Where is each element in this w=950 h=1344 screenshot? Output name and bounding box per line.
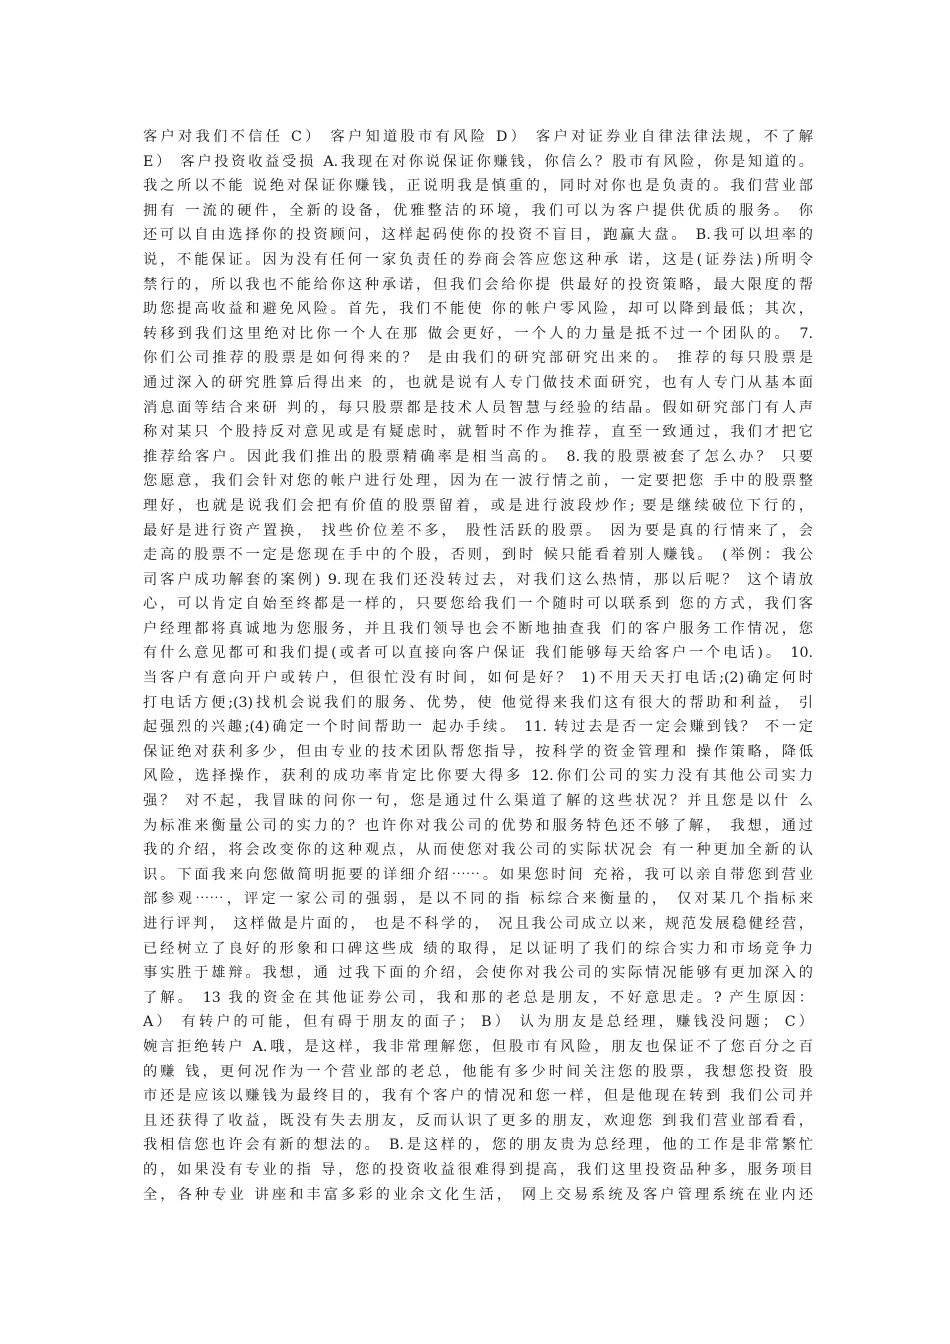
text-line: 最好是进行资产置换， 找些价位差不多， 股性活跃的股票。 因为要是真的行情来了，会 bbox=[143, 522, 813, 539]
text-line: 助您提高收益和避免风险。首先，我们不能使 你的帐户零风险，却可以降到最低；其次， bbox=[143, 301, 813, 318]
text-line: 了解。 13 我的资金在其他证券公司，我和那的老总是朋友，不好意思走。? 产生原因： bbox=[143, 989, 813, 1006]
text-line: 全，各种专业 讲座和丰富多彩的业余文化生活， 网上交易系统及客户管理系统在业内还 bbox=[143, 1186, 813, 1203]
text-line: 已经树立了良好的形象和口碑这些成 绩的取得，足以证明了我们的综合实力和市场竞争力 bbox=[143, 940, 813, 957]
text-line: 拥有 一流的硬件，全新的设备，优雅整洁的环境，我们可以为客户提供优质的服务。 你 bbox=[143, 202, 813, 219]
text-line: 当客户有意向开户或转户，但很忙没有时间，如何是好？ 1)不用天天打电话;(2)确定何时 bbox=[143, 670, 813, 687]
text-line: 事实胜于雄辩。我想，通 过我下面的介绍，会使你对我公司的实际情况能够有更加深入的 bbox=[143, 965, 813, 982]
text-line: 转移到我们这里绝对比你一个人在那 做会更好，一个人的力量是抵不过一个团队的。 7. bbox=[143, 325, 813, 342]
text-line: 我之所以不能 说绝对保证你赚钱，正说明我是慎重的，同时对你也是负责的。我们营业部 bbox=[143, 178, 813, 195]
text-line: 强？ 对不起，我冒昧的问你一句，您是通过什么渠道了解的这些状况？并且您是以什 么 bbox=[143, 793, 813, 810]
text-line: E） 客户投资收益受损 A.我现在对你说保证你赚钱，你信么？股市有风险，你是知道的。 bbox=[143, 153, 813, 170]
text-line: 走高的股票不一定是您现在手中的个股，否则，到时 候只能看着别人赚钱。 (举例：我公 bbox=[143, 547, 813, 564]
text-line: 起强烈的兴趣;(4)确定一个时间帮助一 起办手续。 11. 转过去是否一定会赚到钱？ 不一定 bbox=[143, 719, 813, 736]
text-line: 理好，也就是说我们会把有价值的股票留着，或是进行波段炒作; 要是继续破位下行的， bbox=[143, 497, 813, 514]
text-line: 禁行的，所以我也不能给你这种承诺，但我们会给你提 供最好的投资策略，最大限度的帮 bbox=[143, 276, 813, 293]
text-line: 保证绝对获利多少，但由专业的技术团队帮您指导，按科学的资金管理和 操作策略，降低 bbox=[143, 743, 813, 760]
text-line: 我相信您也许会有新的想法的。 B.是这样的，您的朋友贵为总经理，他的工作是非常繁忙 bbox=[143, 1137, 813, 1154]
text-line: 识。下面我来向您做简明扼要的详细介绍⋯⋯。如果您时间 充裕，我可以亲自带您到营业 bbox=[143, 866, 813, 883]
text-line: 说，不能保证。因为没有任何一家负责任的券商会答应您这种承 诺，这是(证券法)所明令 bbox=[143, 251, 813, 268]
text-line: 婉言拒绝转户 A.哦，是这样，我非常理解您，但股市有风险，朋友也保证不了您百分之百 bbox=[143, 1038, 813, 1055]
text-line: 客户对我们不信任 C） 客户知道股市有风险 D） 客户对证券业自律法律法规，不了解 bbox=[143, 129, 813, 145]
text-line: 打电话方便;(3)找机会说我们的服务、优势，使 他觉得来我们这有很大的帮助和利益， 引 bbox=[143, 694, 813, 711]
body-text bbox=[143, 125, 813, 1207]
text-line: 市还是应该以赚钱为最终目的，我有个客户的情况和您一样，但是他现在转到 我们公司并 bbox=[143, 1088, 813, 1105]
text-line: 且还获得了收益，既没有失去朋友，反而认识了更多的朋友，欢迎您 到我们营业部看看， bbox=[143, 1112, 813, 1129]
text-line: 还可以自由选择你的投资顾问，这样起码使你的投资不盲目，跑赢大盘。 B.我可以坦率的 bbox=[143, 227, 813, 244]
text-line: 司客户成功解套的案例) 9.现在我们还没转过去，对我们这么热情，那以后呢？ 这个请放 bbox=[143, 571, 813, 588]
text-line: 推荐给客户。因此我们推出的股票精确率是相当高的。 8.我的股票被套了怎么办？ 只要 bbox=[143, 448, 813, 465]
text-line: 您愿意，我们会针对您的帐户进行处理，因为在一波行情之前，一定要把您 手中的股票整 bbox=[143, 473, 813, 490]
text-line: 的赚 钱，更何况作为一个营业部的老总，他能有多少时间关注您的股票，我想您投资 股 bbox=[143, 1063, 813, 1080]
text-line: 通过深入的研究胜算后得出来 的，也就是说有人专门做技术面研究，也有人专门从基本面 bbox=[143, 374, 813, 391]
text-line: 部参观⋯⋯，评定一家公司的强弱，是以不同的指 标综合来衡量的， 仅对某几个指标来 bbox=[143, 891, 813, 908]
text-line: 心，可以肯定自始至终都是一样的，只要您给我们一个随时可以联系到 您的方式，我们客 bbox=[143, 596, 813, 613]
text-line: A） 有转户的可能，但有碍于朋友的面子； B） 认为朋友是总经理，赚钱没问题； C） bbox=[143, 1014, 813, 1031]
text-line: 户经理都将真诚地为您服务，并且我们领导也会不断地抽查我 们的客户服务工作情况，您 bbox=[143, 620, 813, 637]
text-line: 的，如果没有专业的指 导，您的投资收益很难得到提高，我们这里投资品种多，服务项目 bbox=[143, 1161, 813, 1178]
text-line: 风险，选择操作，获利的成功率肯定比你要大得多 12.你们公司的实力没有其他公司实力 bbox=[143, 768, 813, 785]
text-line: 有什么意见都可和我们提(或者可以直接向客户保证 我们能够每天给客户一个电话)。 10. bbox=[143, 645, 813, 662]
text-line: 你们公司推荐的股票是如何得来的？ 是由我们的研究部研究出来的。 推荐的每只股票是 bbox=[143, 350, 813, 367]
text-line: 我的介绍，将会改变你的这种观点，从而使您对我公司的实际状况会 有一种更加全新的认 bbox=[143, 842, 813, 859]
text-line: 为标准来衡量公司的实力的？也许你对我公司的优势和服务特色还不够了解， 我想，通过 bbox=[143, 817, 813, 834]
text-line: 消息面等结合来研 判的，每只股票都是技术人员智慧与经验的结晶。假如研究部门有人声 bbox=[143, 399, 813, 416]
text-line: 称对某只 个股持反对意见或是有疑虑时，就暂时不作为推荐，直至一致通过，我们才把它 bbox=[143, 424, 813, 441]
text-line: 进行评判， 这样做是片面的， 也是不科学的， 况且我公司成立以来，规范发展稳健经营， bbox=[143, 916, 813, 932]
